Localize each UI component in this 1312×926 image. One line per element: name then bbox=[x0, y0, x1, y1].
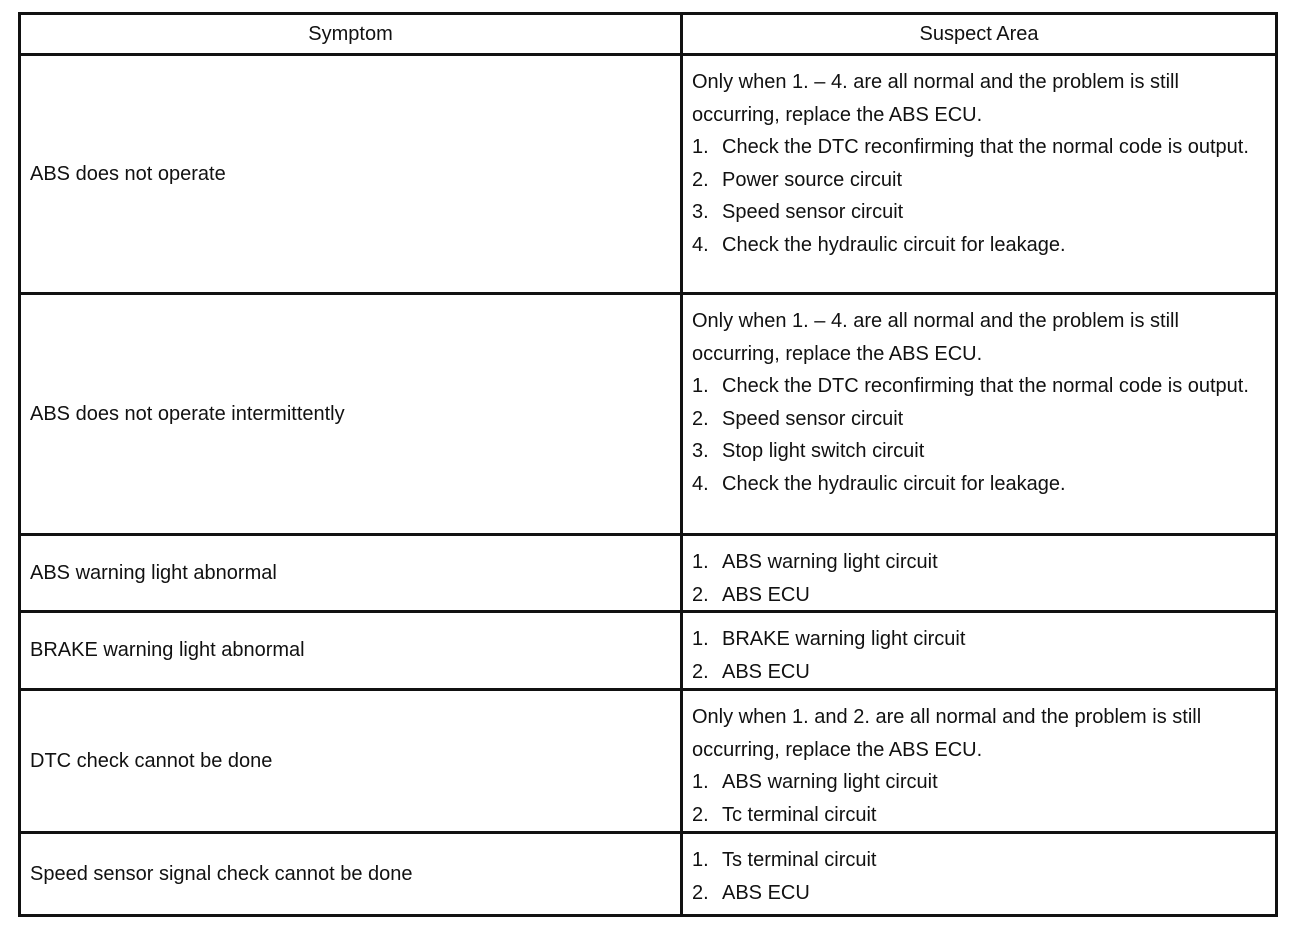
item-number: 1. bbox=[692, 628, 709, 650]
list-item bbox=[692, 656, 1267, 689]
item-number: 4. bbox=[692, 233, 709, 256]
item-text: ABS warning light circuit bbox=[722, 551, 938, 573]
list-item bbox=[692, 799, 1267, 832]
symptom-cell: DTC check cannot be done bbox=[21, 691, 683, 831]
list-item bbox=[692, 370, 1267, 403]
suspect-area-column-header: Suspect Area bbox=[919, 23, 1039, 45]
list-item bbox=[692, 546, 1267, 579]
list-item bbox=[692, 131, 1267, 164]
item-number: 1. bbox=[692, 771, 709, 793]
item-text: Check the DTC reconfirming that the normal code is output. bbox=[722, 375, 1249, 397]
item-number: 1. bbox=[692, 136, 709, 158]
replace-ecu-note: Only when 1. – 4. are all normal and the problem is still occurring, replace the ABS ECU. bbox=[692, 310, 1179, 365]
item-text: Ts terminal circuit bbox=[722, 849, 877, 871]
item-text: Tc terminal circuit bbox=[722, 803, 877, 826]
replace-ecu-note: Only when 1. – 4. are all normal and the problem is still occurring, replace the ABS ECU. bbox=[692, 71, 1179, 126]
item-number: 1. bbox=[692, 375, 709, 397]
table-row bbox=[21, 292, 1275, 533]
table-row bbox=[21, 688, 1275, 831]
item-text: Speed sensor circuit bbox=[722, 407, 904, 430]
suspect-area-cell bbox=[683, 691, 1275, 831]
item-number: 2. bbox=[692, 168, 709, 191]
list-item bbox=[692, 229, 1267, 262]
item-text: BRAKE warning light circuit bbox=[722, 628, 966, 650]
symptom-column-header: Symptom bbox=[21, 15, 683, 53]
item-number: 4. bbox=[692, 472, 709, 495]
item-number: 1. bbox=[692, 849, 709, 871]
suspect-area-cell bbox=[683, 536, 1275, 610]
suspect-list bbox=[692, 844, 1267, 909]
list-item bbox=[692, 435, 1267, 468]
symptom-cell: ABS does not operate intermittently bbox=[21, 295, 683, 533]
troubleshooting-table bbox=[18, 12, 1278, 917]
list-item bbox=[692, 403, 1267, 436]
suspect-area-cell bbox=[683, 834, 1275, 914]
item-number: 2. bbox=[692, 583, 709, 606]
list-item bbox=[692, 468, 1267, 501]
item-text: ABS warning light circuit bbox=[722, 771, 938, 793]
list-item bbox=[692, 844, 1267, 877]
suspect-list bbox=[692, 370, 1267, 500]
suspect-list bbox=[692, 766, 1267, 831]
item-number: 2. bbox=[692, 660, 709, 683]
symptom-cell: ABS does not operate bbox=[21, 56, 683, 292]
list-item bbox=[692, 877, 1267, 910]
item-text: Check the DTC reconfirming that the normal code is output. bbox=[722, 136, 1249, 158]
item-text: Check the hydraulic circuit for leakage. bbox=[722, 472, 1066, 495]
symptom-cell: ABS warning light abnormal bbox=[21, 536, 683, 610]
item-number: 2. bbox=[692, 881, 709, 904]
item-text: Stop light switch circuit bbox=[722, 440, 925, 462]
table-row bbox=[21, 53, 1275, 292]
item-text: Power source circuit bbox=[722, 168, 903, 191]
symptom-cell: BRAKE warning light abnormal bbox=[21, 613, 683, 688]
table-row bbox=[21, 533, 1275, 610]
item-text: ABS ECU bbox=[722, 583, 810, 606]
replace-ecu-note: Only when 1. and 2. are all normal and the problem is still occurring, replace the ABS ECU. bbox=[692, 706, 1202, 761]
list-item bbox=[692, 579, 1267, 612]
suspect-area-cell bbox=[683, 56, 1275, 292]
table-row bbox=[21, 831, 1275, 914]
item-number: 2. bbox=[692, 803, 709, 826]
suspect-list bbox=[692, 623, 1267, 688]
symptom-cell: Speed sensor signal check cannot be done bbox=[21, 834, 683, 914]
item-text: ABS ECU bbox=[722, 660, 810, 683]
item-text: ABS ECU bbox=[722, 881, 810, 904]
item-text: Speed sensor circuit bbox=[722, 201, 904, 223]
item-text: Check the hydraulic circuit for leakage. bbox=[722, 233, 1066, 256]
list-item bbox=[692, 623, 1267, 656]
item-number: 2. bbox=[692, 407, 709, 430]
suspect-area-cell bbox=[683, 295, 1275, 533]
list-item bbox=[692, 164, 1267, 197]
item-number: 1. bbox=[692, 551, 709, 573]
table-row bbox=[21, 610, 1275, 688]
list-item bbox=[692, 766, 1267, 799]
item-number: 3. bbox=[692, 440, 709, 462]
item-number: 3. bbox=[692, 201, 709, 223]
suspect-area-cell bbox=[683, 613, 1275, 688]
suspect-list bbox=[692, 546, 1267, 611]
suspect-list bbox=[692, 131, 1267, 261]
table-header-row bbox=[21, 15, 1275, 53]
list-item bbox=[692, 196, 1267, 229]
